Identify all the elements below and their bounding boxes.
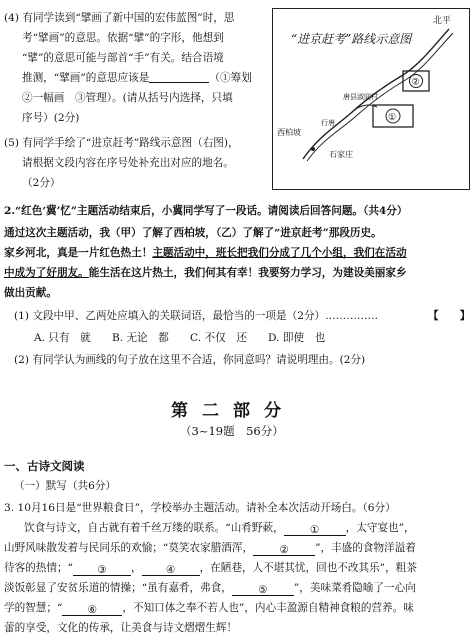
q5-line-1: (5) 有同学手绘了“进京赶考”路线示意图（右图)， [4, 137, 239, 149]
route-line-edge [307, 33, 453, 161]
q2-passage-line-1: 通过这次主题活动，我（甲）了解了西柏坡，（乙）了解了“进京赶考”那段历史。 [4, 227, 382, 239]
q2-underlined-sentence-a: 主题活动中，班长把我们分成了几个小组，我们在活动 [152, 247, 407, 259]
q4-line-4 [22, 70, 252, 85]
map-dot-start [311, 147, 315, 151]
part-subtitle: （3~19题 56分） [180, 424, 284, 438]
map-label-1: ① [388, 113, 397, 123]
q2-passage-line-4: 做出贡献。 [4, 287, 57, 299]
q5-line-2: 请根据文段内容在序号处补充出对应的地名。 [22, 157, 234, 169]
q5-line-3: （2分） [22, 177, 61, 189]
q2-underlined-sentence-b: 中成为了好朋友。 [4, 267, 89, 279]
map-place-mid: 行唐 [321, 119, 335, 127]
q2-passage-line-3 [4, 265, 407, 280]
route-map [272, 8, 470, 190]
q3-blank-5[interactable] [232, 584, 294, 596]
part-title: 第二部分 [171, 401, 295, 421]
q4-line-4-options: （①筹划 [209, 72, 252, 84]
q3-blank-6-label: ⑥ [87, 604, 98, 616]
q3-blank-4[interactable] [142, 564, 200, 576]
q3-blank-3-label: ③ [97, 564, 107, 576]
q3-text-5a: 淡饭彰显了安贫乐道的情操；“虽有嘉肴，弗食， [4, 582, 232, 594]
q3-blank-1-label: ① [309, 524, 320, 536]
q3-text-6b: ，不知口体之奉不若人也”，内心丰盈源自精神食粮的营养。味 [122, 602, 414, 614]
q3-blank-6[interactable] [62, 604, 122, 616]
q4-answer-blank[interactable] [149, 71, 209, 83]
q3-text-3b: ”，丰盛的食物洋溢着 [315, 542, 416, 554]
q3-text-2a: 饮食与诗文，自古就有着千丝万缕的联系。“山肴野蔌， [24, 522, 284, 534]
q4-line-5: ②一幅画 ③管理）。(请从括号内选择，只填 [22, 92, 233, 104]
q3-line-6 [4, 600, 414, 616]
q4-line-3: “擘”的意思可能与部首“手”有关。结合语境 [22, 52, 224, 64]
q3-text-6a: 学的智慧；“ [4, 602, 63, 614]
q2-options: A. 只有 就 B. 无论 都 C. 不仅 还 D. 即使 也 [34, 332, 326, 344]
q4-line-2: 考“擘画”的意思。依据“擘”的字形，他想到 [22, 32, 224, 44]
q3-blank-1[interactable] [284, 524, 346, 536]
map-place-top: 唐县淑闾村 [343, 93, 378, 101]
q3-line-3 [4, 540, 416, 556]
q3-text-4c: ，在陋巷，人不堪其忧，回也不改其乐”，粗茶 [199, 562, 417, 574]
q3-text-4b: ， [130, 562, 142, 574]
q3-line-5 [4, 580, 416, 596]
q3-line-4 [4, 560, 417, 576]
q3-line-7: 蕾的享受，文化的传承，让美食与诗文熠熠生辉！ [4, 622, 238, 634]
q2-passage-text-a: 家乡河北，真是一片红色热土！ [4, 247, 153, 259]
q4-line-6: 序号）(2分) [22, 112, 80, 124]
q3-line-2 [24, 520, 415, 536]
q3-blank-5-label: ⑤ [258, 584, 268, 596]
map-place-left: 西柏坡 [277, 128, 301, 137]
q3-text-2b: ，太守宴也”， [345, 522, 415, 534]
q2-sub-1: (1) 文段中甲、乙两处应填入的关联词语，最恰当的一项是（2分）…………… [14, 310, 379, 322]
q2-title: 2.“红色‘冀’忆”主题活动结束后，小冀同学写了一段话。请阅读后回答问题。（共4分） [4, 205, 408, 217]
route-map-drawing [273, 9, 469, 189]
map-label-2: ② [411, 77, 420, 88]
q2-passage-line-2 [4, 245, 407, 260]
map-title: “进京赶考”路线示意图 [291, 32, 412, 46]
section-heading: 一、古诗文阅读 [4, 459, 85, 473]
q2-sub-2: (2) 有同学认为画线的句子放在这里不合适，你同意吗？请说明理由。(2分) [14, 354, 366, 366]
q3-text-4a: 待客的热情；“ [4, 562, 73, 574]
q3-title: 3. 10月16日是“世界粮食日”，学校举办主题活动。请补全本次活动开场白。（6分） [4, 502, 396, 514]
q3-blank-3[interactable] [73, 564, 131, 576]
q4-line-1: (4) 有同学读到“擘画了新中国的宏伟蓝图”时，思 [4, 12, 235, 24]
q3-blank-2[interactable] [253, 544, 315, 556]
q3-blank-4-label: ④ [165, 564, 176, 576]
q3-text-3a: 山野风味散发着与民同乐的欢愉；“莫笑农家腊酒浑， [4, 542, 254, 554]
q2-passage-text-b: 能生活在这片热土，我们何其有幸！我要努力学习，为建设美丽家乡 [88, 267, 407, 279]
map-north-label: 北平 [433, 16, 452, 26]
map-place-bottom: 石家庄 [329, 150, 353, 159]
q3-text-5b: ”，美味菜肴隐喻了一心向 [293, 582, 416, 594]
q4-line-4-text: 推测，“擘画”的意思应该是 [22, 72, 150, 84]
q3-blank-2-label: ② [279, 544, 289, 556]
q2-answer-bracket[interactable]: 【 】 [428, 310, 471, 322]
subsection-heading: （一）默写（共6分） [14, 480, 117, 492]
